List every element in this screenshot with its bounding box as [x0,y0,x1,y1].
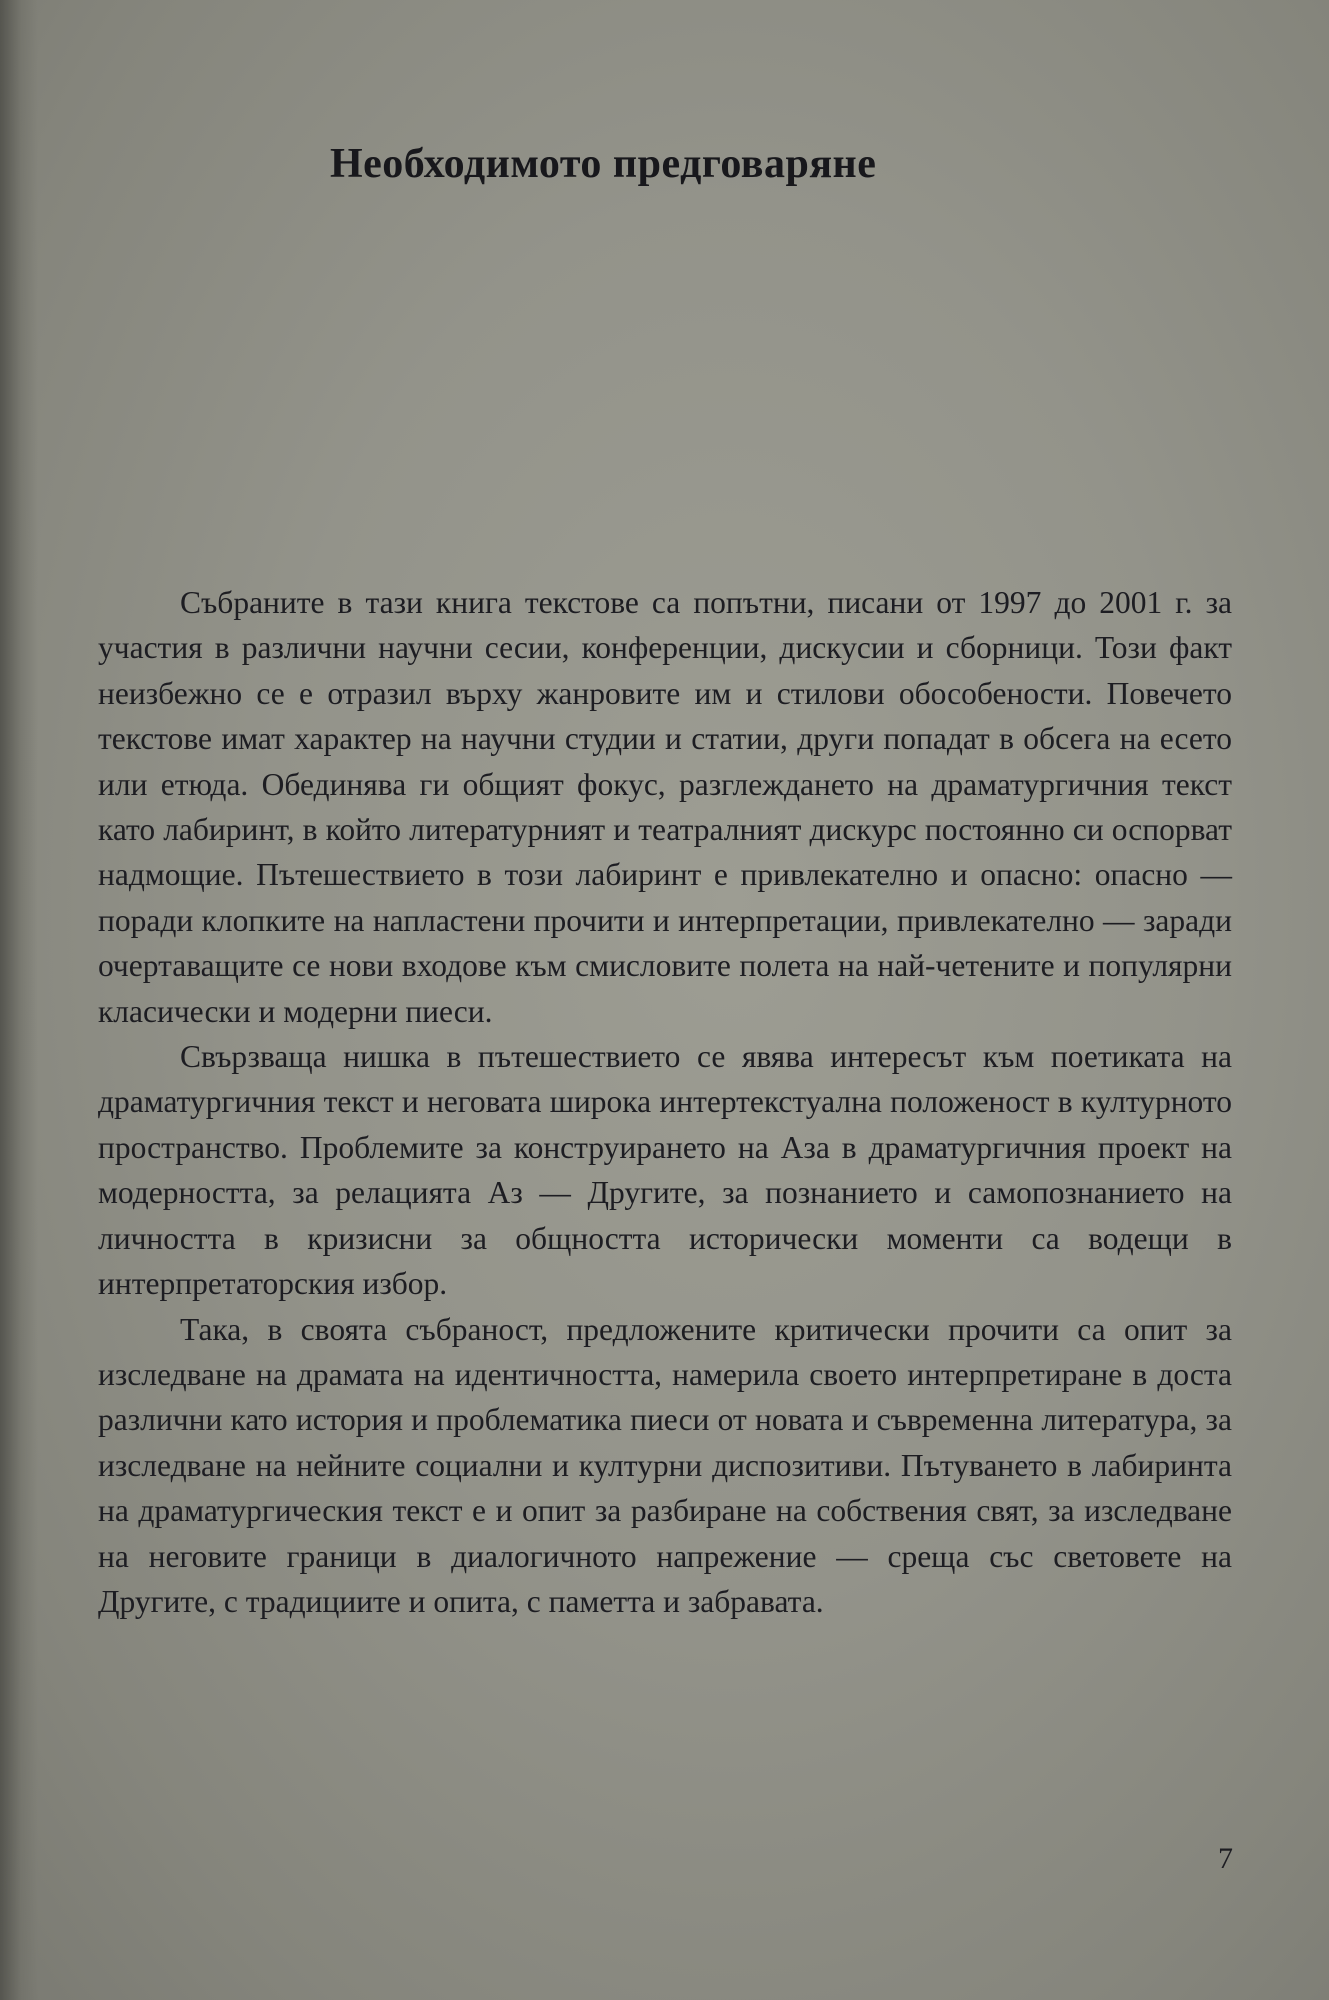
paragraph-3: Така, в своята събраност, предложените критически прочити са опит за изследване на драмата на идентичността, намерила своето интерпретиране в доста различни като история и проблематика пиеси от новата и съвременна литература, за изследване на нейните социални и културни диспозитиви. Пътуването в лабиринта на драматургическия текст е и опит за разбиране на собствения свят, за изследване на неговите граници в диалогичното напрежение — среща със световете на Другите, с традициите и опита, с паметта и забравата. [98,1311,1232,1619]
page-number: 7 [1218,1842,1233,1875]
paragraph-1: Събраните в тази книга текстове са попътни, писани от 1997 до 2001 г. за участия в различни научни сесии, конференции, дискусии и сборници. Този факт неизбежно се е отразил върху жанровите им и стилови обособености. Повечето текстове имат характер на научни студии и статии, други попадат в обсега на есето или етюда. Обединява ги общият фокус, разглеждането на драматургичния текст като лабиринт, в който литературният и театралният дискурс постоянно си оспорват надмощие. Пътешествието в този лабиринт е привлекателно и опасно: опасно — поради клопките на напластени прочити и интерпретации, привлекателно — заради очертаващите се нови входове към смисловите полета на най-четените и популярни класически и модерни пиеси. [98,585,1232,1029]
chapter-title: Необходимото предговаряне [330,141,877,188]
page-gutter-shadow [0,0,38,2000]
paragraph-2: Свързваща нишка в пътешествието се явява интересът към поетиката на драматургичния текст и неговата широка интертекстуална положеност в културното пространство. Проблемите за конструирането на Аза в драматургичния проект на модерността, за релацията Аз — Другите, за познанието и самопознанието на личността в кризисни за общността исторически моменти са водещи в интерпретаторския избор. [98,1039,1232,1302]
body-text [98,580,1232,1624]
